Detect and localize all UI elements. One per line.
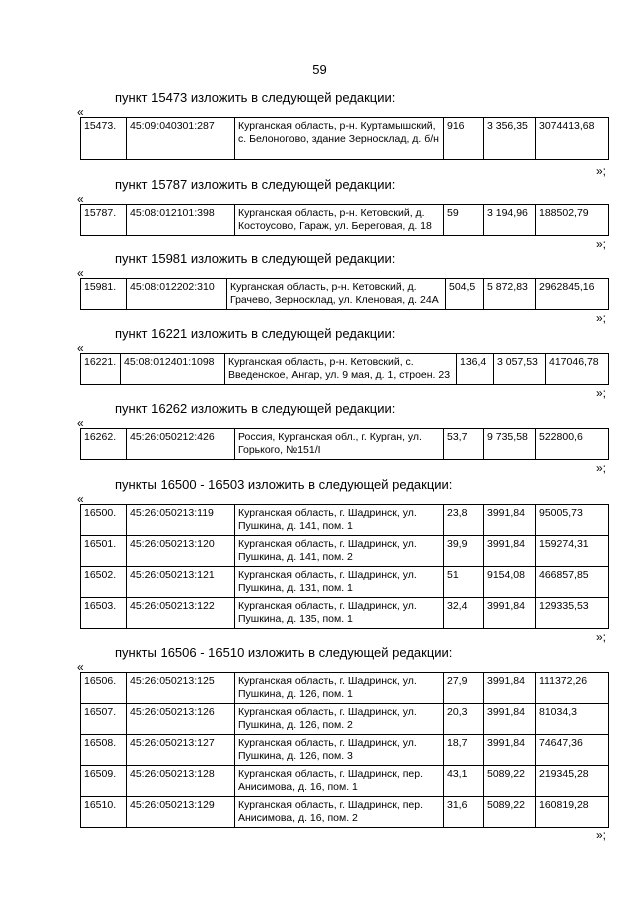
area: 23,8	[444, 505, 484, 536]
area: 59	[444, 205, 484, 236]
rate: 9 735,58	[484, 429, 536, 460]
cadastral-value: 417046,78	[546, 354, 609, 385]
table-row	[81, 598, 609, 629]
cadastral-number: 45:08:012401:1098	[121, 354, 225, 385]
cadastral-value: 3074413,68	[536, 118, 609, 160]
row-number: 16506.	[81, 673, 127, 704]
row-number: 16508.	[81, 735, 127, 766]
cadastral-number: 45:26:050213:122	[127, 598, 235, 629]
cadastral-number: 45:08:012101:398	[127, 205, 235, 236]
rate: 5 872,83	[484, 279, 536, 310]
cadastral-number: 45:26:050213:125	[127, 673, 235, 704]
open-quote: «	[77, 341, 84, 355]
area: 43,1	[444, 766, 484, 797]
address: Курганская область, р-н. Кетовский, д. Грачево, Зерносклад, ул. Кленовая, д. 24А	[227, 279, 446, 310]
close-quote: »;	[596, 311, 607, 325]
close-quote: »;	[596, 164, 607, 178]
table-row	[81, 567, 609, 598]
row-number: 15787.	[81, 205, 127, 236]
entry-table	[80, 504, 609, 629]
table-row	[81, 673, 609, 704]
cadastral-number: 45:26:050213:119	[127, 505, 235, 536]
row-number: 16502.	[81, 567, 127, 598]
address: Курганская область, г. Шадринск, ул. Пушкина, д. 135, пом. 1	[235, 598, 444, 629]
close-quote: »;	[596, 630, 607, 644]
area: 32,4	[444, 598, 484, 629]
entry-table	[80, 353, 609, 385]
close-quote: »;	[596, 386, 607, 400]
cadastral-value: 160819,28	[536, 797, 609, 828]
section-title: пункт 16221 изложить в следующей редакции:	[115, 326, 396, 341]
entry-table	[80, 117, 609, 160]
cadastral-value: 159274,31	[536, 536, 609, 567]
section-title: пункт 16262 изложить в следующей редакции:	[115, 401, 396, 416]
cadastral-number: 45:26:050213:128	[127, 766, 235, 797]
rate: 3991,84	[484, 704, 536, 735]
row-number: 15473.	[81, 118, 127, 160]
cadastral-number: 45:08:012202:310	[127, 279, 227, 310]
rate: 3991,84	[484, 735, 536, 766]
cadastral-number: 45:26:050213:121	[127, 567, 235, 598]
open-quote: «	[77, 492, 84, 506]
row-number: 16501.	[81, 536, 127, 567]
open-quote: «	[77, 416, 84, 430]
rate: 9154,08	[484, 567, 536, 598]
cadastral-number: 45:26:050213:129	[127, 797, 235, 828]
row-number: 16509.	[81, 766, 127, 797]
address: Курганская область, г. Шадринск, ул. Пушкина, д. 141, пом. 1	[235, 505, 444, 536]
open-quote: «	[77, 660, 84, 674]
row-number: 16262.	[81, 429, 127, 460]
rate: 3991,84	[484, 505, 536, 536]
cadastral-value: 219345,28	[536, 766, 609, 797]
address: Курганская область, г. Шадринск, ул. Пушкина, д. 126, пом. 1	[235, 673, 444, 704]
section-title: пункты 16506 - 16510 изложить в следующей редакции:	[115, 645, 453, 660]
rate: 3991,84	[484, 536, 536, 567]
address: Курганская область, г. Шадринск, ул. Пушкина, д. 141, пом. 2	[235, 536, 444, 567]
rate: 5089,22	[484, 766, 536, 797]
table-row	[81, 279, 609, 310]
area: 136,4	[457, 354, 494, 385]
table-row	[81, 354, 609, 385]
cadastral-number: 45:26:050212:426	[127, 429, 235, 460]
entry-table	[80, 204, 609, 236]
cadastral-value: 95005,73	[536, 505, 609, 536]
cadastral-number: 45:26:050213:126	[127, 704, 235, 735]
rate: 5089,22	[484, 797, 536, 828]
row-number: 15981.	[81, 279, 127, 310]
rate: 3991,84	[484, 673, 536, 704]
section-title: пункт 15981 изложить в следующей редакции:	[115, 251, 396, 266]
area: 18,7	[444, 735, 484, 766]
section-title: пункты 16500 - 16503 изложить в следующей редакции:	[115, 477, 453, 492]
address: Курганская область, р-н. Куртамышский, с. Белоногово, здание Зерносклад, д. б/н	[235, 118, 444, 160]
area: 27,9	[444, 673, 484, 704]
table-row	[81, 429, 609, 460]
table-row	[81, 505, 609, 536]
table-row	[81, 118, 609, 160]
address: Курганская область, г. Шадринск, ул. Пушкина, д. 131, пом. 1	[235, 567, 444, 598]
table-row	[81, 797, 609, 828]
rate: 3 057,53	[494, 354, 546, 385]
area: 31,6	[444, 797, 484, 828]
area: 20,3	[444, 704, 484, 735]
cadastral-number: 45:26:050213:127	[127, 735, 235, 766]
table-row	[81, 766, 609, 797]
rate: 3991,84	[484, 598, 536, 629]
area: 51	[444, 567, 484, 598]
cadastral-value: 2962845,16	[536, 279, 609, 310]
table-row	[81, 735, 609, 766]
table-row	[81, 704, 609, 735]
address: Курганская область, г. Шадринск, ул. Пушкина, д. 126, пом. 2	[235, 704, 444, 735]
cadastral-value: 188502,79	[536, 205, 609, 236]
cadastral-value: 111372,26	[536, 673, 609, 704]
open-quote: «	[77, 192, 84, 206]
entry-table	[80, 428, 609, 460]
area: 53,7	[444, 429, 484, 460]
address: Курганская область, р-н. Кетовский, д. Костоусово, Гараж, ул. Береговая, д. 18	[235, 205, 444, 236]
entry-table	[80, 278, 609, 310]
row-number: 16503.	[81, 598, 127, 629]
address: Курганская область, г. Шадринск, пер. Анисимова, д. 16, пом. 1	[235, 766, 444, 797]
area: 39,9	[444, 536, 484, 567]
address: Курганская область, р-н. Кетовский, с. Введенское, Ангар, ул. 9 мая, д. 1, строен. 23	[225, 354, 457, 385]
row-number: 16510.	[81, 797, 127, 828]
address: Россия, Курганская обл., г. Курган, ул. Горького, №151/I	[235, 429, 444, 460]
cadastral-value: 129335,53	[536, 598, 609, 629]
row-number: 16507.	[81, 704, 127, 735]
section-title: пункт 15787 изложить в следующей редакции:	[115, 177, 396, 192]
rate: 3 356,35	[484, 118, 536, 160]
open-quote: «	[77, 105, 84, 119]
close-quote: »;	[596, 461, 607, 475]
page-number: 59	[312, 62, 327, 77]
cadastral-value: 466857,85	[536, 567, 609, 598]
address: Курганская область, г. Шадринск, ул. Пушкина, д. 126, пом. 3	[235, 735, 444, 766]
row-number: 16500.	[81, 505, 127, 536]
cadastral-value: 74647,36	[536, 735, 609, 766]
cadastral-number: 45:26:050213:120	[127, 536, 235, 567]
table-row	[81, 536, 609, 567]
open-quote: «	[77, 266, 84, 280]
cadastral-number: 45:09:040301:287	[127, 118, 235, 160]
close-quote: »;	[596, 828, 607, 842]
rate: 3 194,96	[484, 205, 536, 236]
table-row	[81, 205, 609, 236]
entry-table	[80, 672, 609, 828]
area: 504,5	[446, 279, 484, 310]
cadastral-value: 81034,3	[536, 704, 609, 735]
row-number: 16221.	[81, 354, 121, 385]
close-quote: »;	[596, 237, 607, 251]
cadastral-value: 522800,6	[536, 429, 609, 460]
area: 916	[444, 118, 484, 160]
address: Курганская область, г. Шадринск, пер. Анисимова, д. 16, пом. 2	[235, 797, 444, 828]
section-title: пункт 15473 изложить в следующей редакции:	[115, 90, 396, 105]
